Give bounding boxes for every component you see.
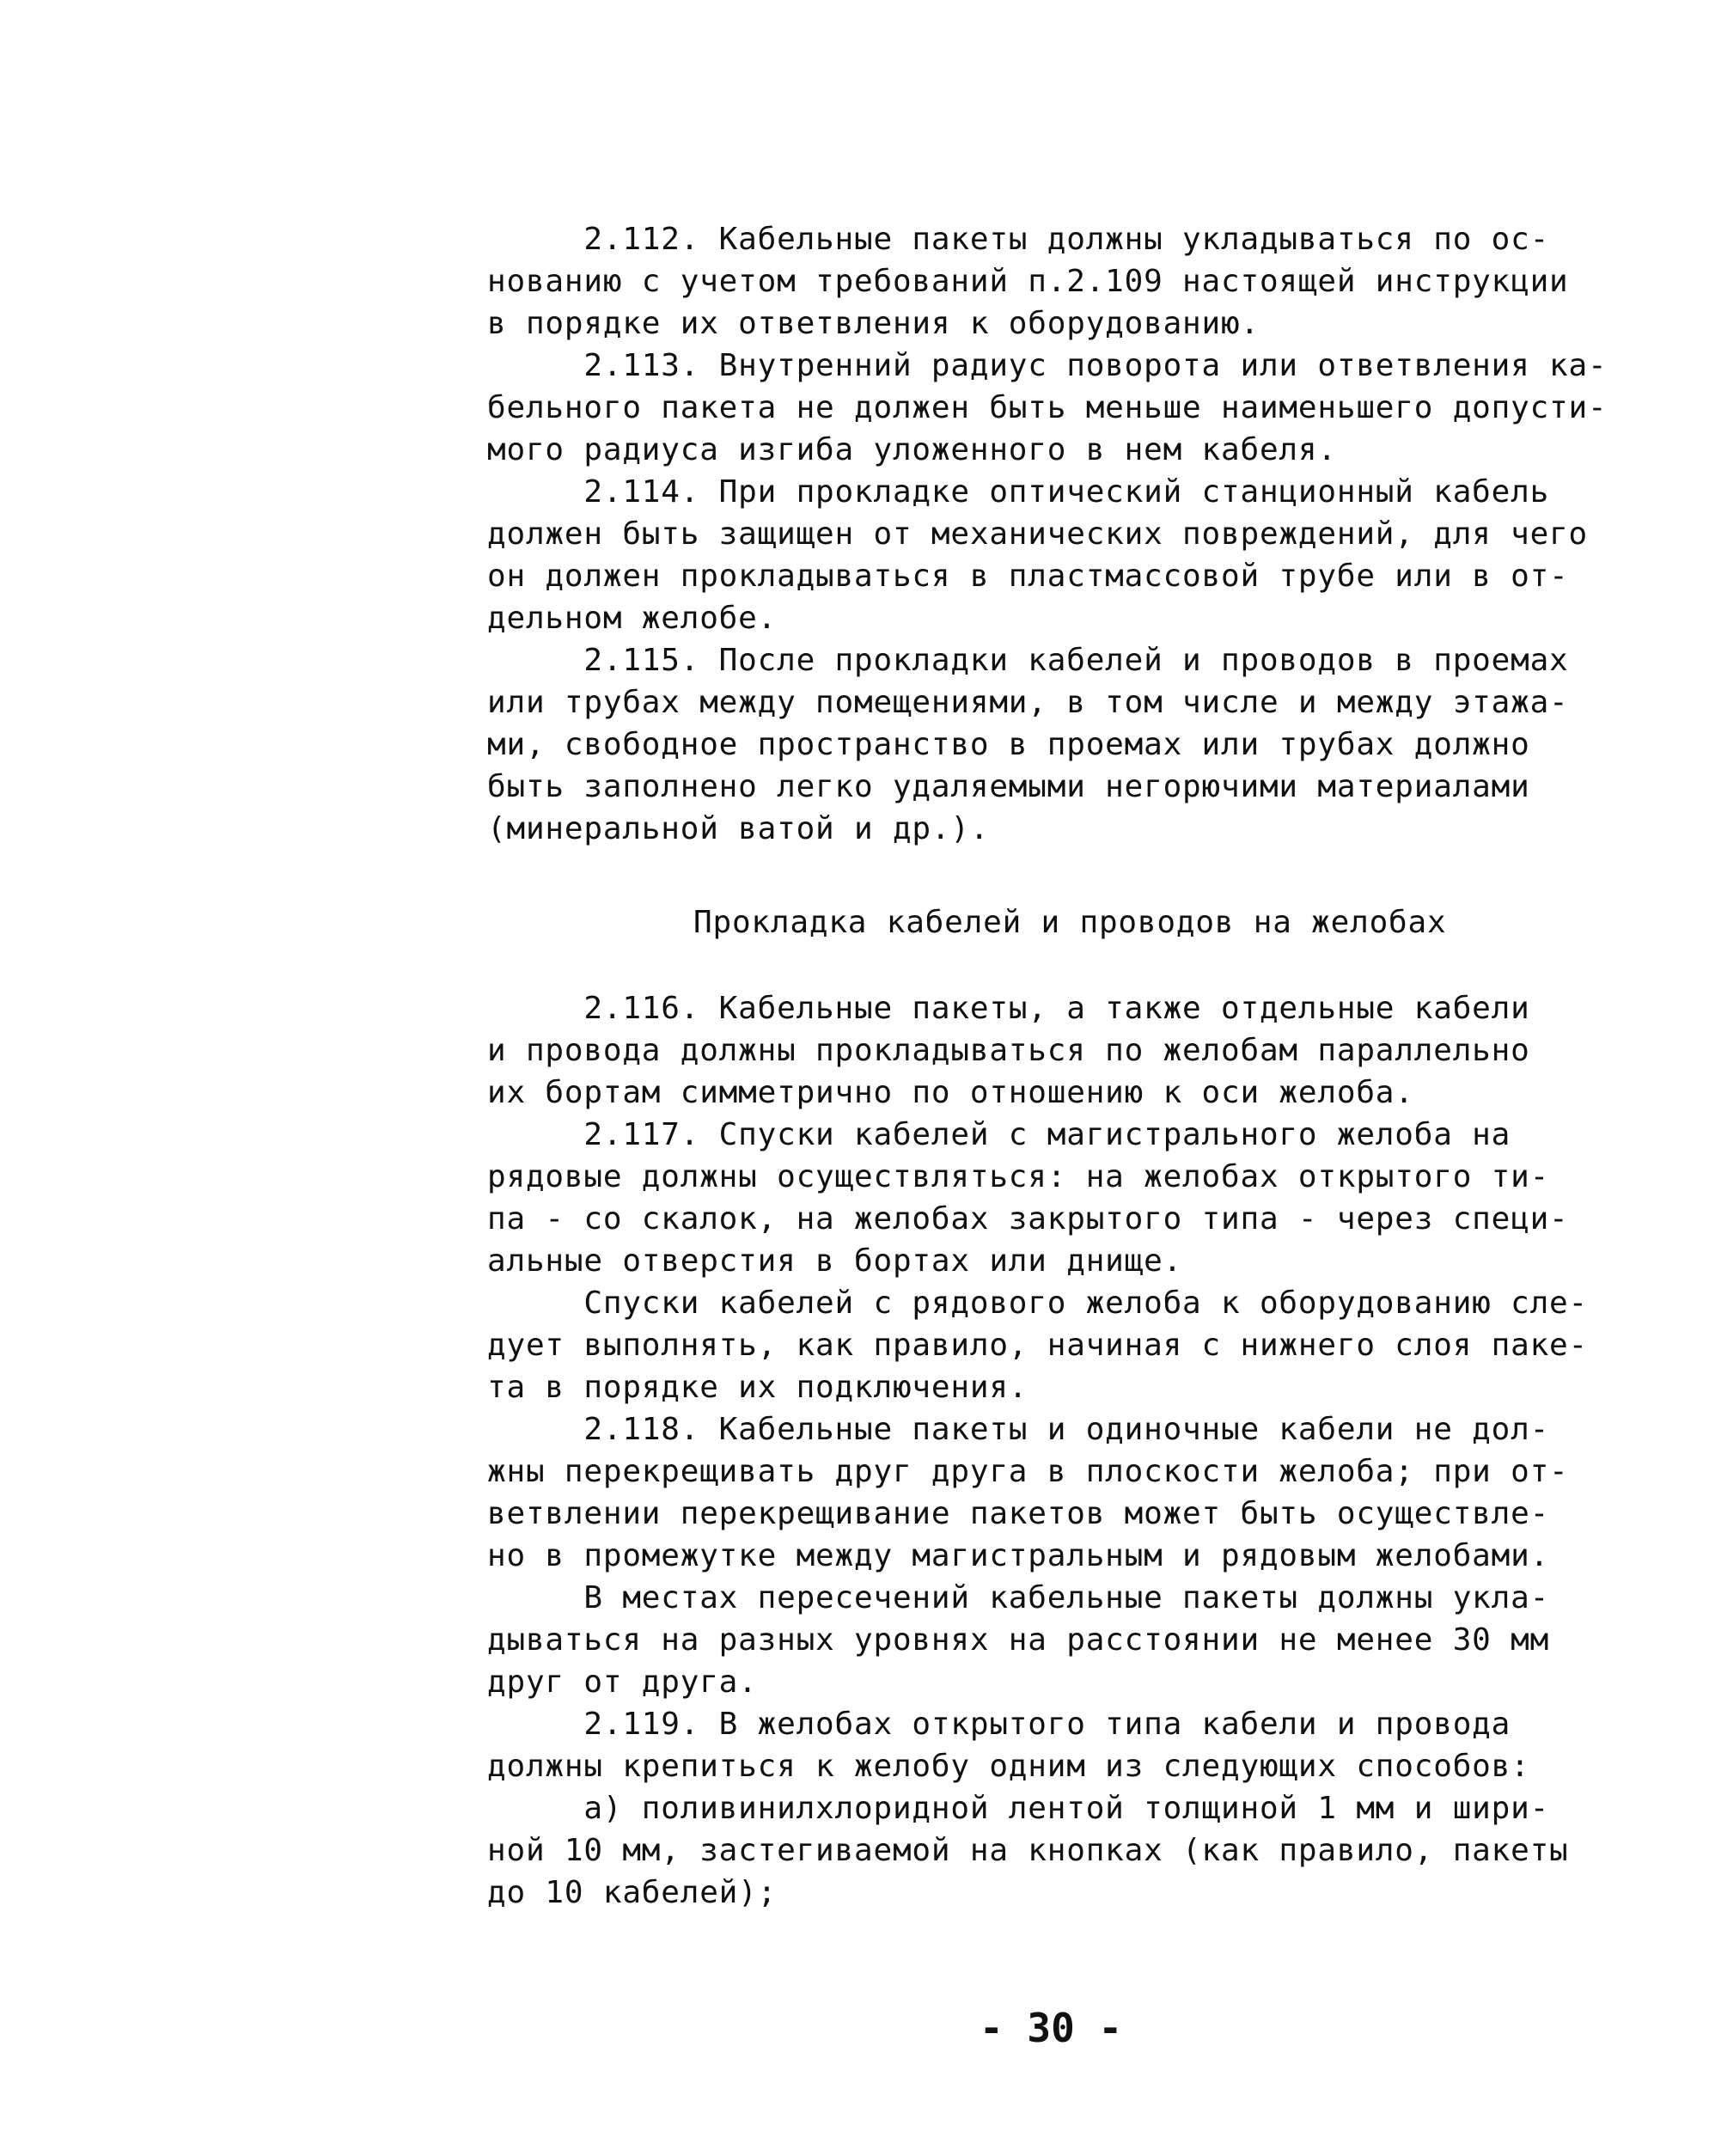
text-line: па - со скалок, на желобах закрытого типа - через специ- bbox=[487, 1201, 1569, 1237]
text-line: их бортам симметрично по отношению к оси желоба. bbox=[487, 1075, 1414, 1110]
text-line: та в порядке их подключения. bbox=[487, 1370, 1028, 1405]
text-line: дельном желобе. bbox=[487, 601, 778, 636]
text-line: но в промежутке между магистральным и рядовым желобами. bbox=[487, 1538, 1550, 1573]
text-line: в порядке их ответвления к оборудованию. bbox=[487, 306, 1260, 341]
text-line: 2.115. После прокладки кабелей и проводов в проемах bbox=[487, 643, 1569, 678]
text-line: 2.113. Внутренний радиус поворота или ответвления ка- bbox=[487, 348, 1608, 383]
text-line: и провода должны прокладываться по желобам параллельно bbox=[487, 1033, 1530, 1068]
text-line: 2.112. Кабельные пакеты должны укладываться по ос- bbox=[487, 222, 1550, 257]
text-line: дываться на разных уровнях на расстоянии не менее 30 мм bbox=[487, 1622, 1550, 1658]
text-line: бельного пакета не должен быть меньше наименьшего допусти- bbox=[487, 390, 1608, 425]
text-line: нованию с учетом требований п.2.109 настоящей инструкции bbox=[487, 264, 1569, 299]
text-line: 2.114. При прокладке оптический станционный кабель bbox=[487, 474, 1550, 510]
text-line: мого радиуса изгиба уложенного в нем кабеля. bbox=[487, 432, 1337, 467]
text-line: должен быть защищен от механических повреждений, для чего bbox=[487, 516, 1589, 552]
text-line: он должен прокладываться в пластмассовой трубе или в от- bbox=[487, 559, 1569, 594]
text-line: до 10 кабелей); bbox=[487, 1875, 778, 1910]
text-line: ной 10 мм, застегиваемой на кнопках (как правило, пакеты bbox=[487, 1833, 1569, 1868]
text-line: а) поливинилхлоридной лентой толщиной 1 мм и шири- bbox=[487, 1791, 1550, 1826]
text-line: 2.119. В желобах открытого типа кабели и провода bbox=[487, 1707, 1511, 1742]
text-line: быть заполнено легко удаляемыми негорючими материалами bbox=[487, 769, 1530, 804]
text-line: Спуски кабелей с рядового желоба к оборудованию сле- bbox=[487, 1286, 1589, 1321]
text-line: ми, свободное пространство в проемах или трубах должно bbox=[487, 727, 1530, 762]
section-heading: Прокладка кабелей и проводов на желобах bbox=[693, 905, 1447, 940]
page-number: - 30 - bbox=[980, 2005, 1123, 2051]
text-line: жны перекрещивать друг друга в плоскости желоба; при от- bbox=[487, 1454, 1569, 1489]
text-line: друг от друга. bbox=[487, 1664, 758, 1700]
text-line: 2.118. Кабельные пакеты и одиночные кабели не дол- bbox=[487, 1412, 1550, 1447]
text-line: 2.116. Кабельные пакеты, а также отдельные кабели bbox=[487, 991, 1530, 1026]
text-line: (минеральной ватой и др.). bbox=[487, 811, 990, 846]
text-line: В местах пересечений кабельные пакеты должны укла- bbox=[487, 1580, 1550, 1615]
text-line: должны крепиться к желобу одним из следующих способов: bbox=[487, 1749, 1530, 1784]
text-line: или трубах между помещениями, в том числе и между этажа- bbox=[487, 685, 1569, 720]
text-line: альные отверстия в бортах или днище. bbox=[487, 1243, 1183, 1279]
text-line: рядовые должны осуществляться: на желобах открытого ти- bbox=[487, 1159, 1550, 1194]
text-line: ветвлении перекрещивание пакетов может быть осуществле- bbox=[487, 1496, 1550, 1531]
text-line: дует выполнять, как правило, начиная с нижнего слоя паке- bbox=[487, 1328, 1589, 1363]
text-line: 2.117. Спуски кабелей с магистрального желоба на bbox=[487, 1117, 1511, 1152]
